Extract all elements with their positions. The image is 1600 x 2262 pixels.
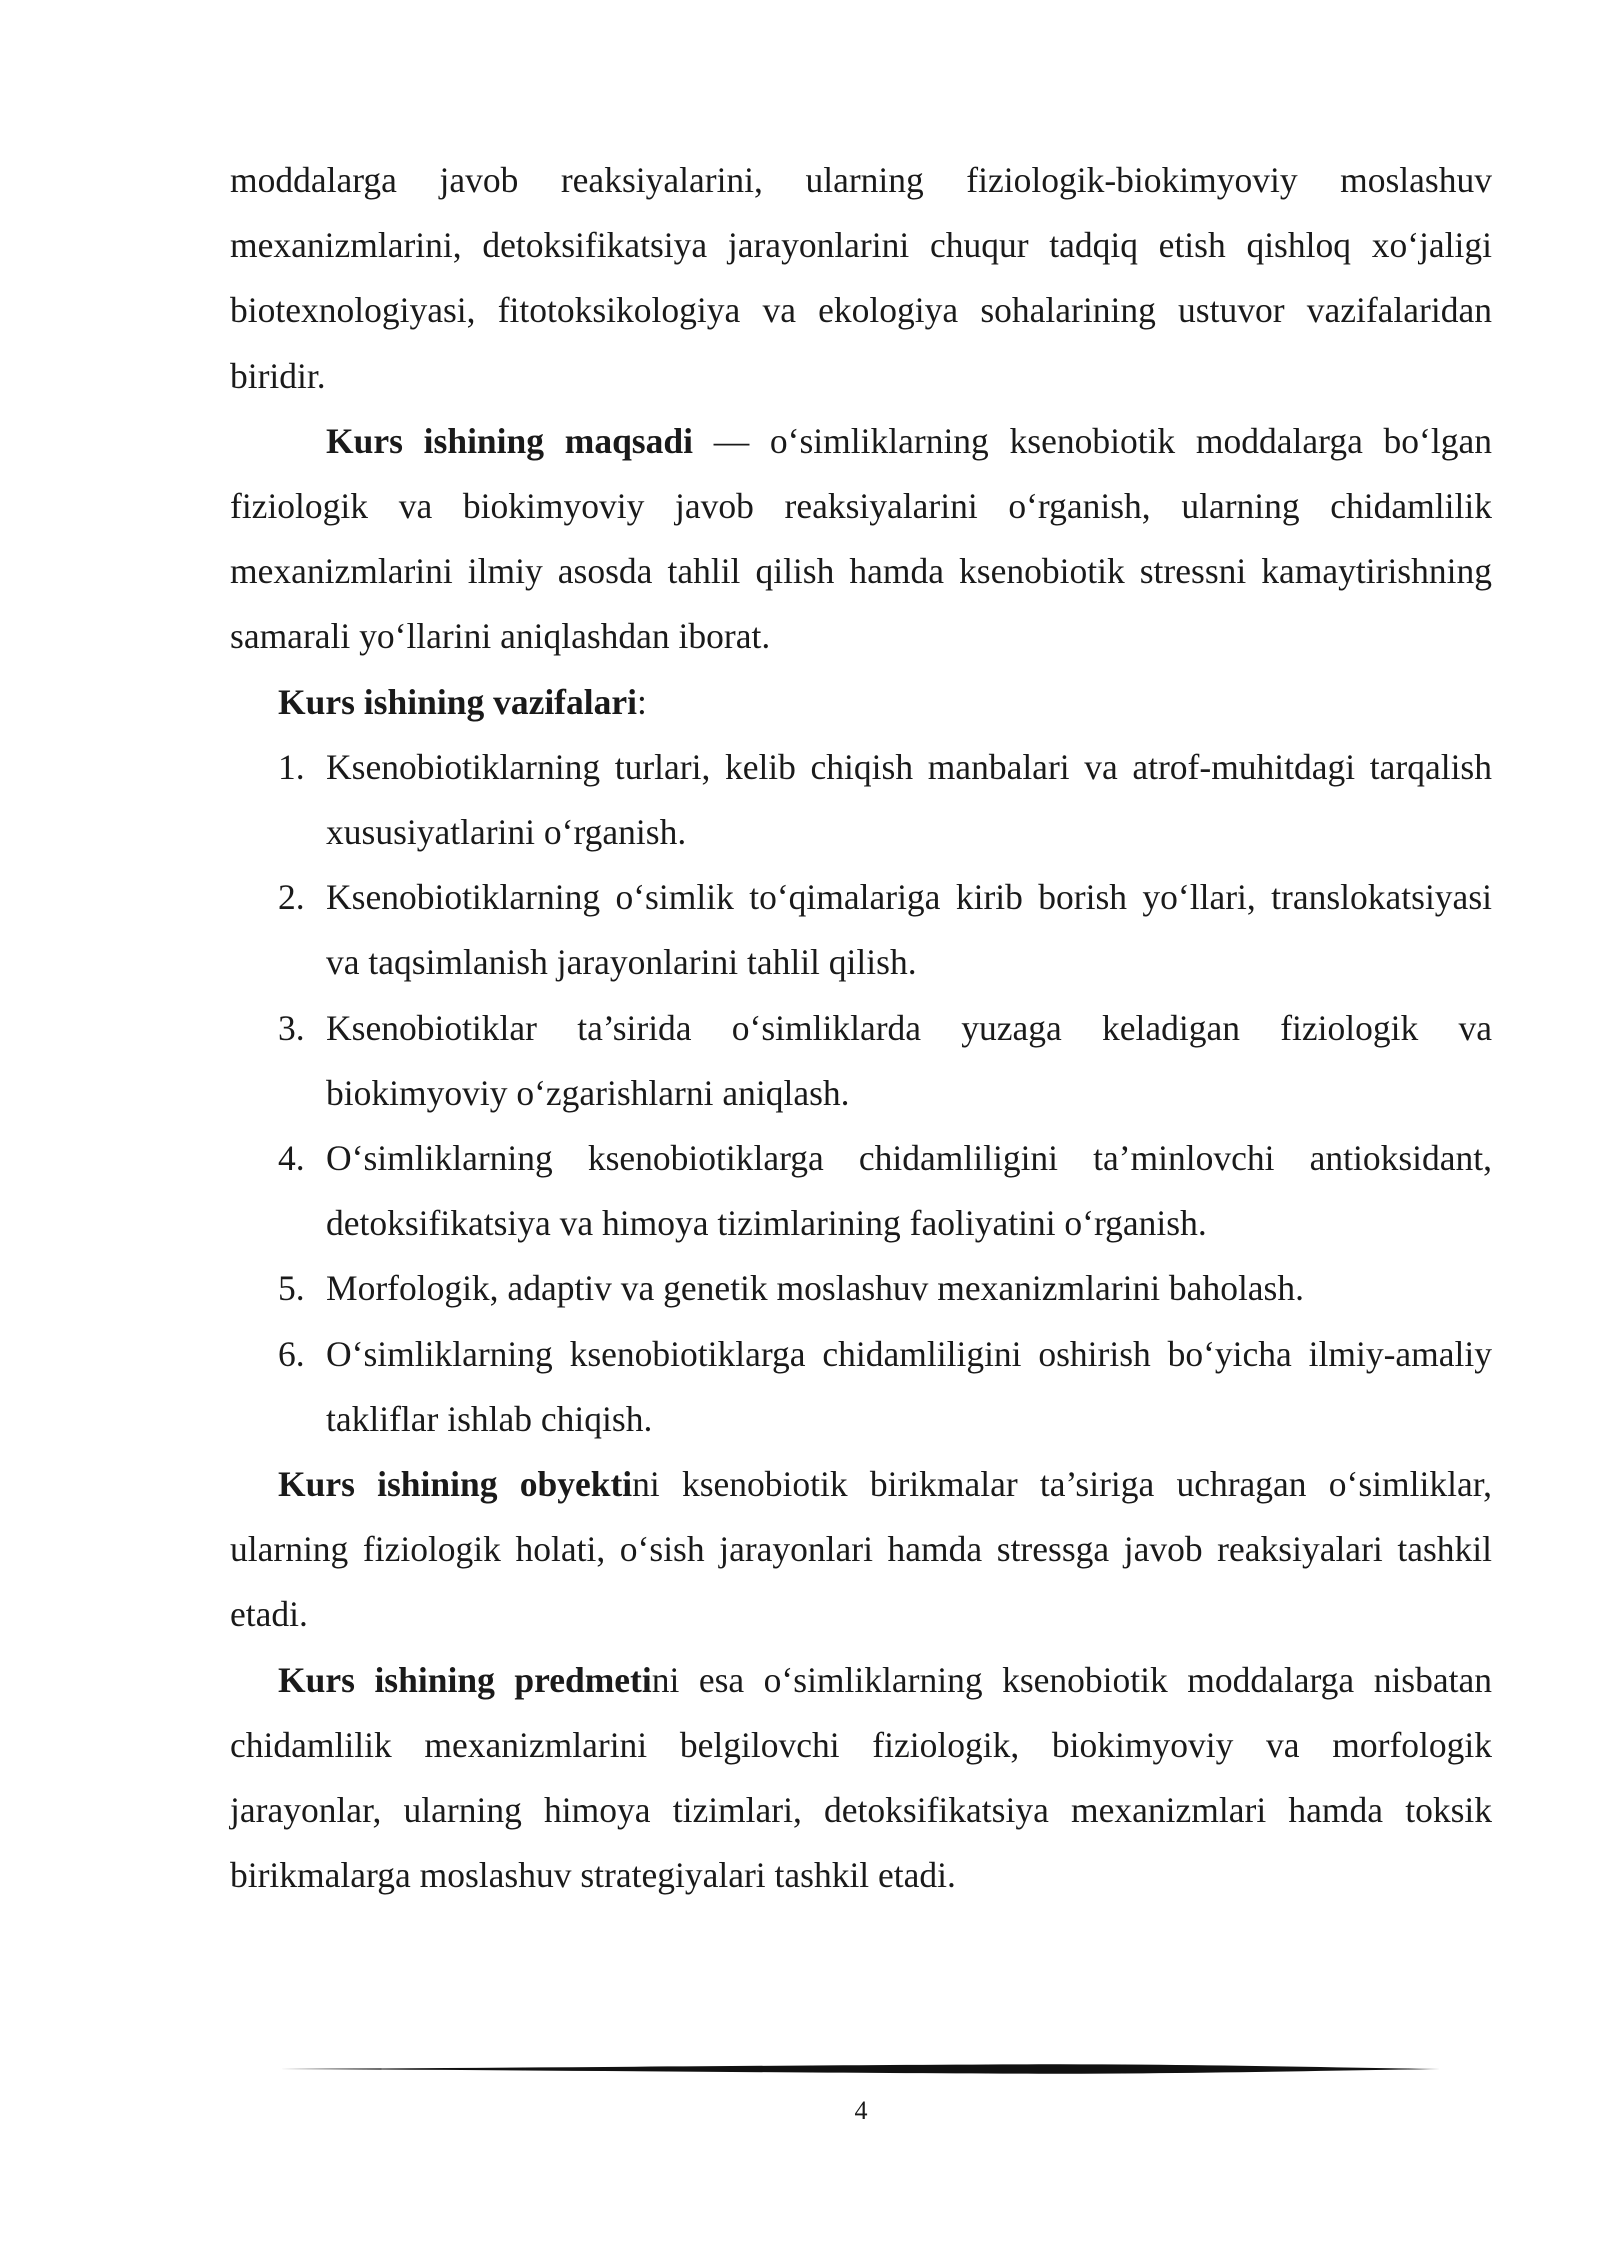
goal-text: — o‘simliklarning ksenobiotik moddalarga bo‘lgan fiziologik va biokimyoviy javob reaksiyalarini o‘rganish, ularning chidamlilik mexanizmlarini ilmiy asosda tahlil qilish hamda ksenobiotik stressni kamaytirishning samarali yo‘llarini aniqlashdan iborat.	[230, 420, 1492, 657]
list-item	[230, 1126, 1492, 1256]
list-item-number: 3.	[278, 1007, 305, 1048]
tasks-heading	[230, 670, 1492, 735]
tasks-list	[230, 735, 1492, 1452]
tasks-label: Kurs ishining vazifalari	[278, 681, 637, 722]
list-item	[230, 735, 1492, 865]
object-text: ni ksenobiotik birikmalar ta’siriga uchragan o‘simliklar, ularning fiziologik holati, o‘sish jarayonlari hamda stressga javob reaksiyalari tashkil etadi.	[230, 1464, 1492, 1635]
subject-paragraph	[230, 1648, 1492, 1909]
page-body	[230, 148, 1492, 1908]
list-item-text: Morfologik, adaptiv va genetik moslashuv mexanizmlarini baholash.	[326, 1268, 1305, 1309]
list-item-number: 6.	[278, 1333, 305, 1374]
list-item	[230, 1322, 1492, 1452]
intro-paragraph	[230, 148, 1492, 409]
list-item-text: O‘simliklarning ksenobiotiklarga chidamliligini oshirish bo‘yicha ilmiy-amaliy takliflar ishlab chiqish.	[326, 1333, 1492, 1439]
page-number: 4	[854, 2096, 868, 2125]
list-item-number: 2.	[278, 877, 305, 918]
list-item-text: Ksenobiotiklar ta’sirida o‘simliklarda yuzaga keladigan fiziologik va biokimyoviy o‘zgarishlarni aniqlash.	[326, 1007, 1492, 1113]
footer-divider	[280, 2063, 1440, 2075]
goal-label: Kurs ishining maqsadi	[326, 420, 693, 461]
object-label: Kurs ishining obyekti	[278, 1464, 633, 1505]
list-item	[230, 996, 1492, 1126]
list-item-text: Ksenobiotiklarning turlari, kelib chiqish manbalari va atrof-muhitdagi tarqalish xususiyatlarini o‘rganish.	[326, 746, 1492, 853]
list-item-number: 4.	[278, 1138, 305, 1179]
goal-paragraph	[230, 409, 1492, 670]
list-item	[230, 865, 1492, 995]
list-item-text: O‘simliklarning ksenobiotiklarga chidamliligini ta’minlovchi antioksidant, detoksifikatsiya va himoya tizimlarining faoliyatini o‘rganish.	[326, 1138, 1492, 1244]
footer-divider-shape	[280, 2064, 1440, 2074]
list-item	[230, 1256, 1492, 1321]
subject-label: Kurs ishining predmeti	[278, 1659, 652, 1700]
intro-text: moddalarga javob reaksiyalarini, ularning fiziologik-biokimyoviy moslashuv mexanizmlarini, detoksifikatsiya jarayonlarini chuqur tadqiq etish qishloq xo‘jaligi biotexnologiyasi, fitotoksikologiya va ekologiya sohalarining ustuvor vazifalaridan biridir.	[230, 160, 1492, 396]
list-item-number: 5.	[278, 1268, 305, 1309]
list-item-text: Ksenobiotiklarning o‘simlik to‘qimalariga kirib borish yo‘llari, translokatsiyasi va taqsimlanish jarayonlarini tahlil qilish.	[326, 877, 1492, 983]
subject-text: ni esa o‘simliklarning ksenobiotik moddalarga nisbatan chidamlilik mexanizmlarini belgilovchi fiziologik, biokimyoviy va morfologik jarayonlar, ularning himoya tizimlari, detoksifikatsiya mexanizmlari hamda toksik birikmalarga moslashuv strategiyalari tashkil etadi.	[230, 1659, 1493, 1896]
object-paragraph	[230, 1452, 1492, 1648]
tasks-label-colon: :	[637, 681, 647, 722]
list-item-number: 1.	[278, 746, 305, 787]
